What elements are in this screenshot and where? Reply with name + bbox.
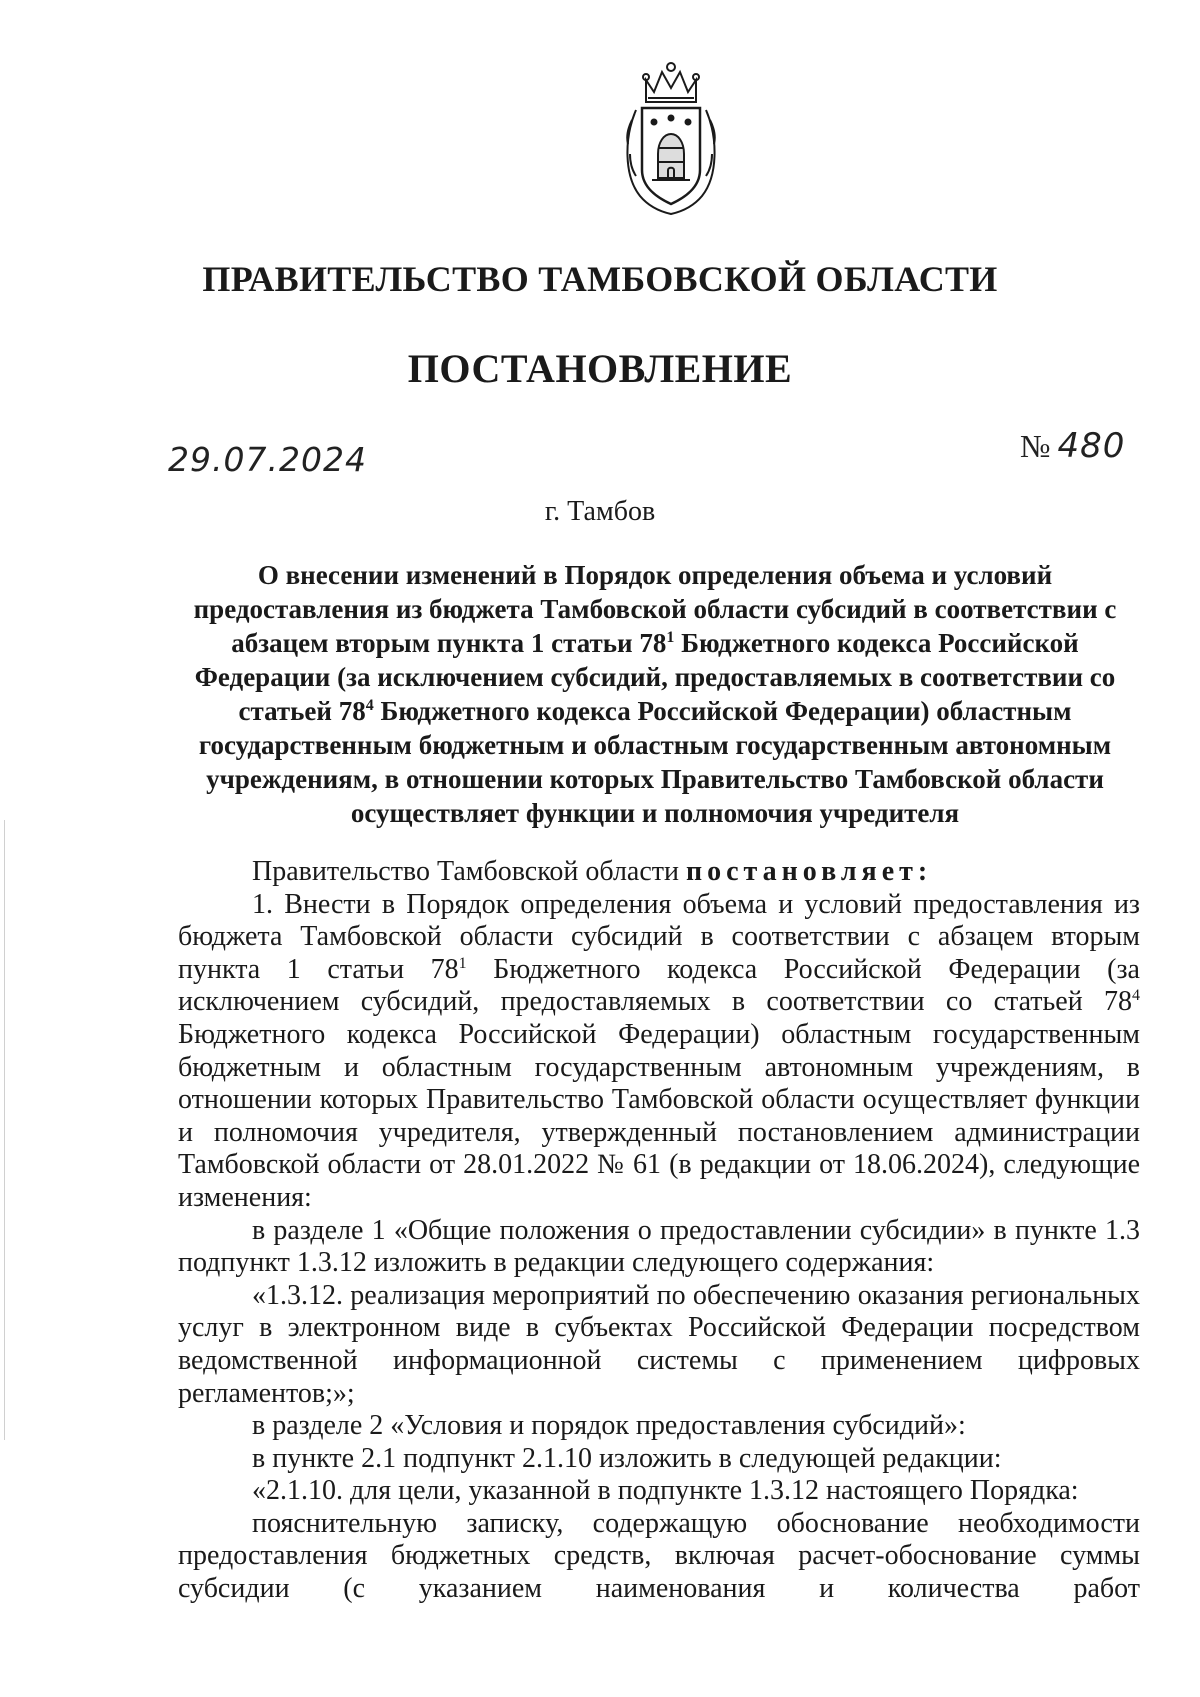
section-2-paragraph: в разделе 2 «Условия и порядок предоставления субсидий»: xyxy=(252,1410,966,1442)
document-date: 29.07.2024 xyxy=(168,440,367,479)
clause-1-3-12-paragraph: «1.3.12. реализация мероприятий по обеспечению оказания региональных услуг в электронном виде в субъектах Российской Федерации посредством ведомственной информационной системы с применением цифровых регламентов;»; xyxy=(178,1279,1140,1409)
scan-edge-line xyxy=(4,820,5,1440)
tambov-coat-of-arms-icon xyxy=(622,58,720,216)
government-title: ПРАВИТЕЛЬСТВО ТАМБОВСКОЙ ОБЛАСТИ xyxy=(202,259,998,299)
section-1-paragraph: в разделе 1 «Общие положения о предоставлении субсидии» в пункте 1.3 подпункт 1.3.12 изложить в редакции следующего содержания: xyxy=(178,1214,1140,1279)
number-sign: № xyxy=(1020,428,1052,464)
explanatory-note-paragraph: пояснительную записку, содержащую обоснование необходимости предоставления бюджетных средств, включая расчет-обоснование суммы субсидии (с указанием наименования и количества работ xyxy=(178,1507,1140,1605)
resolves-word: постановляет: xyxy=(686,856,933,887)
document-body xyxy=(178,856,1140,1606)
document-subject-heading: О внесении изменений в Порядок определения объема и условий предоставления из бюджета Тамбовской области субсидий в соответствии с абзацем вторым пункта 1 статьи $78^1$ Бюджетного кодекса Российской Федерации (за исключением субсидий, предоставляемых в соответствии со статьей $78^4$ Бюджетного кодекса Российской Федерации) областным государственным бюджетным и областным государственным автономным учреждениям, в отношении которых Правительство Тамбовской области осуществляет функции и полномочия учредителя xyxy=(193,560,1117,828)
document-number xyxy=(1020,426,1125,466)
preamble-paragraph: Правительство Тамбовской области постановляет: xyxy=(252,856,933,887)
point-2-1-paragraph: в пункте 2.1 подпункт 2.1.10 изложить в следующей редакции: xyxy=(252,1442,1002,1474)
number-value: 480 xyxy=(1057,426,1126,466)
item-1-paragraph: 1. Внести в Порядок определения объема и условий предоставления из бюджета Тамбовской области субсидий в соответствии с абзацем вторым пункта 1 статьи $78^1$ Бюджетного кодекса Российской Федерации (за исключением субсидий, предоставляемых в соответствии со статьей $78^4$ Бюджетного кодекса Российской Федерации) областным государственным бюджетным и областным государственным автономным учреждениям, в отношении которых Правительство Тамбовской области осуществляет функции и полномочия учредителя, утвержденный постановлением администрации Тамбовской области от 28.01.2022 № 61 (в редакции от 18.06.2024), следующие изменения: xyxy=(178,888,1140,1213)
clause-2-1-10-paragraph: «2.1.10. для цели, указанной в подпункте 1.3.12 настоящего Порядка: xyxy=(252,1475,1079,1507)
document-type-title: ПОСТАНОВЛЕНИЕ xyxy=(407,346,793,391)
city-line: г. Тамбов xyxy=(544,496,656,527)
